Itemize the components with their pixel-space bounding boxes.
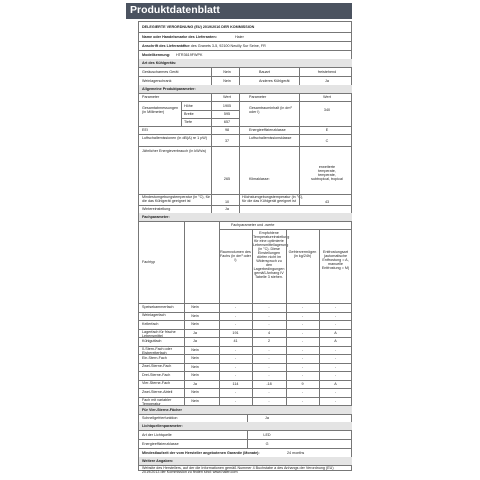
light-type-value: LED bbox=[263, 433, 271, 437]
compartment-volume: 41 bbox=[233, 339, 238, 343]
row-divider bbox=[139, 67, 352, 68]
dimension-name: Tiefe bbox=[184, 120, 193, 124]
title-bar bbox=[126, 3, 352, 19]
light-class-label: Energieeffizienzklasse bbox=[142, 442, 179, 446]
compartment-volume: - bbox=[234, 356, 237, 360]
column-divider bbox=[299, 93, 300, 205]
column-divider bbox=[252, 229, 253, 406]
dimension-name: Höhe bbox=[184, 104, 193, 108]
compartment-temp: - bbox=[268, 322, 270, 326]
row-divider bbox=[139, 205, 352, 206]
climate-value: erweiterte temperate, temperate, subtropical, tropical bbox=[311, 165, 343, 181]
compartment-column-header: Raumvolumen des Fachs (in dm³ oder l) bbox=[220, 250, 251, 262]
column-divider bbox=[184, 221, 185, 406]
compartment-present: Ja bbox=[193, 339, 197, 343]
compartment-name: Vier-Sterne-Fach bbox=[142, 381, 171, 385]
param-header-2: Parameter bbox=[249, 95, 267, 99]
compartment-freeze: - bbox=[301, 313, 304, 318]
compartment-temp: - bbox=[268, 373, 270, 377]
value-header: Wert bbox=[223, 95, 231, 99]
compartment-defrost: - bbox=[334, 373, 337, 377]
light-section-title: Lichtquellenparameter: bbox=[142, 424, 183, 428]
compartment-temp: - bbox=[268, 305, 270, 309]
compartment-volume: - bbox=[234, 398, 237, 403]
compartment-volume: - bbox=[234, 390, 237, 394]
column-divider bbox=[247, 414, 248, 422]
compartment-defrost: - bbox=[334, 305, 337, 309]
compartment-defrost: A bbox=[334, 339, 337, 343]
min-temp-label: Mindestumgebungstemperatur (in °C), für die das Kühlgerät geeignet ist bbox=[142, 195, 210, 203]
type-row-label-2: Bauart bbox=[259, 70, 270, 74]
compartment-freeze: - bbox=[301, 347, 304, 352]
volume-value: 340 bbox=[323, 108, 331, 112]
compartment-present: Nein bbox=[191, 390, 199, 394]
compartment-column-header: Entfrostungsart (automatische Entfrostung = A, manuelle Entfrostung = M) bbox=[321, 250, 350, 270]
regulation-text: DELEGIERTE VERORDNUNG (EU) 2019/2016 DER KOMMISSION bbox=[142, 25, 255, 29]
column-divider bbox=[211, 93, 212, 213]
compartment-volume: - bbox=[234, 347, 237, 352]
compartment-group-title: Fachparameter und -werte bbox=[231, 223, 275, 227]
value-header-2: Wert bbox=[323, 95, 331, 99]
type-row-label-2: Anderes Kühlgerät bbox=[259, 79, 290, 83]
noise-class-value: C bbox=[325, 139, 329, 143]
row-divider bbox=[181, 118, 239, 119]
compartment-freeze: - bbox=[301, 364, 304, 369]
row-divider bbox=[139, 126, 352, 127]
compartment-defrost: A bbox=[334, 330, 337, 335]
compartment-present: Ja bbox=[193, 330, 197, 335]
compartment-defrost: - bbox=[334, 364, 337, 369]
sheet-title: Produktdatenblatt bbox=[130, 4, 220, 16]
compartment-volume: 114 bbox=[232, 381, 239, 386]
column-divider bbox=[247, 430, 248, 448]
row-divider bbox=[139, 32, 352, 33]
energy-value: 265 bbox=[223, 177, 231, 181]
type-row-label: Weinlagerschrank bbox=[142, 79, 172, 83]
compartment-volume: 191 bbox=[232, 330, 239, 335]
compartment-freeze: - bbox=[301, 305, 304, 309]
compartment-freeze: - bbox=[301, 373, 304, 377]
row-divider bbox=[181, 110, 239, 111]
eei-value: 98 bbox=[224, 128, 230, 132]
column-divider bbox=[239, 67, 240, 85]
compartment-freeze: - bbox=[301, 339, 304, 343]
compartment-present: Ja bbox=[193, 381, 197, 386]
compartment-name: Drei-Sterne-Fach bbox=[142, 372, 171, 377]
product-data-sheet bbox=[126, 3, 352, 473]
row-divider bbox=[139, 50, 352, 51]
row-divider bbox=[139, 101, 352, 102]
dimension-name: Breite bbox=[184, 112, 194, 116]
column-divider bbox=[299, 67, 300, 85]
supplier-value: Haier bbox=[235, 35, 244, 39]
compartment-freeze: - bbox=[301, 356, 304, 360]
row-divider bbox=[139, 414, 352, 415]
eec-label: Energieeffizienzklasse bbox=[249, 128, 286, 132]
compartment-freeze: - bbox=[301, 398, 304, 403]
more-info-label: Weitere Angaben: bbox=[142, 459, 174, 463]
compartment-name: 0-Stern-Fach oder Eisbereiterfach bbox=[142, 347, 172, 355]
row-divider bbox=[139, 448, 352, 449]
compartment-name: Speisekammerfach bbox=[142, 304, 174, 309]
dimensions-label: Gesamtabmessungen (in Millimeter) bbox=[142, 106, 179, 114]
warranty-value: 24 months bbox=[287, 451, 305, 455]
compartment-defrost: - bbox=[334, 322, 337, 326]
model-value: HTR3619FWPK bbox=[176, 53, 203, 57]
compartment-present: Nein bbox=[191, 305, 199, 309]
data-table bbox=[138, 21, 352, 474]
compartment-temp: - bbox=[268, 356, 270, 360]
dimension-value: 1905 bbox=[222, 104, 232, 108]
compartment-freeze: - bbox=[301, 390, 304, 394]
noise-label: Luftschallemissionen (in dB(A) re 1 pW) bbox=[142, 136, 207, 140]
compartment-name: Kühlgutfach bbox=[142, 338, 162, 343]
compartment-name: Lagerfach für frische Lebensmittel bbox=[142, 330, 176, 338]
light-class-value: G bbox=[265, 442, 269, 446]
row-divider bbox=[139, 439, 352, 440]
compartment-temp: - bbox=[268, 364, 270, 369]
address-label: Anschrift des Lieferanten: bbox=[142, 44, 188, 48]
row-divider bbox=[139, 221, 352, 222]
column-divider bbox=[239, 93, 240, 213]
compartment-present: Nein bbox=[191, 322, 199, 326]
column-divider bbox=[286, 229, 287, 406]
general-section-title: Allgemeine Produktparameter: bbox=[142, 87, 196, 91]
compartment-defrost: - bbox=[334, 347, 337, 352]
compartment-defrost: - bbox=[334, 313, 337, 318]
compartment-present: Nein bbox=[191, 347, 199, 352]
compartment-present: Nein bbox=[191, 313, 199, 318]
compartment-volume: - bbox=[234, 305, 237, 309]
row-divider bbox=[139, 76, 352, 77]
section-band bbox=[139, 213, 352, 221]
compartment-name: Weinlagerfach bbox=[142, 313, 166, 317]
compartment-volume: - bbox=[234, 313, 237, 318]
model-label: Modellkennung: bbox=[142, 53, 171, 57]
row-divider bbox=[139, 93, 352, 94]
compartment-defrost: - bbox=[334, 356, 337, 360]
compartment-volume: - bbox=[234, 364, 237, 369]
light-type-label: Art der Lichtquelle bbox=[142, 433, 172, 437]
supplier-label: Name oder Handelsmarke des Lieferanten: bbox=[142, 35, 217, 39]
dimension-value: 595 bbox=[223, 112, 231, 116]
compartment-column-header: Gefriervermögen (in kg/24h) bbox=[288, 250, 317, 258]
type-row-value-2: Ja bbox=[325, 79, 329, 83]
winter-value: Ja bbox=[225, 207, 229, 211]
compartment-defrost: A bbox=[334, 381, 337, 386]
four-star-section-title: Für Vier-Sterne-Fächer bbox=[142, 408, 182, 412]
compartment-present: Nein bbox=[191, 364, 199, 369]
compartment-present: Nein bbox=[191, 356, 199, 360]
compartment-section-title: Fachparameter: bbox=[142, 215, 170, 219]
climate-label: Klimaklasse: bbox=[249, 177, 270, 181]
compartment-freeze: - bbox=[301, 322, 304, 326]
winter-label: Wintereinstellung bbox=[142, 207, 171, 211]
compartment-volume: - bbox=[234, 322, 237, 326]
eec-value: E bbox=[325, 128, 329, 132]
compartment-temp: -18 bbox=[266, 381, 272, 386]
compartment-present: Nein bbox=[191, 398, 199, 403]
dimension-value: 657 bbox=[223, 120, 231, 124]
compartment-freeze: 9 bbox=[301, 381, 304, 386]
compartment-defrost: - bbox=[334, 398, 337, 403]
compartment-name: Zwei-Sterne-Abteil bbox=[142, 389, 173, 394]
compartment-present: Nein bbox=[191, 373, 199, 377]
max-temp-label: Höchstumgebungstemperatur (in °C), für die das Kühlgerät geeignet ist bbox=[242, 195, 304, 203]
type-section-title: Art des Kühlgeräts: bbox=[142, 61, 177, 65]
compartment-temp: 4 bbox=[267, 330, 271, 335]
fachtyp-header: Fachtyp bbox=[142, 260, 156, 264]
compartment-temp: - bbox=[268, 398, 270, 403]
fast-freeze-label: Schnellgefrierfunktion bbox=[142, 416, 178, 420]
website-text: Website des Herstellers, auf der die Informationen gemäß Nummer 4 Buchstabe a des Anhangs der Verordnung (EU) 2019/2013 der Kommission zu finden sind: www.haier.com bbox=[142, 466, 334, 474]
compartment-defrost: - bbox=[334, 390, 337, 394]
row-divider bbox=[139, 41, 352, 42]
energy-label: Jährlicher Energieverbrauch (in kWh/a) bbox=[142, 149, 206, 153]
column-divider bbox=[219, 221, 220, 406]
type-row-value: Nein bbox=[223, 70, 231, 74]
row-divider bbox=[139, 134, 352, 135]
row-divider bbox=[139, 430, 352, 431]
compartment-temp: - bbox=[268, 390, 270, 394]
type-row-value-2: freistehend bbox=[317, 70, 337, 74]
max-temp-value: 43 bbox=[324, 200, 330, 204]
compartment-name: Kellerfach bbox=[142, 321, 159, 326]
warranty-label: Mindestlaufzeit der vom Hersteller angebotenen Garantie (Monate): bbox=[142, 451, 260, 455]
compartment-temp: - bbox=[268, 313, 270, 318]
min-temp-value: 10 bbox=[224, 200, 230, 204]
column-divider bbox=[181, 101, 182, 126]
address-value: Rue des Granets 3-5, 92100 Neuilly Sur Seine, FR bbox=[183, 44, 266, 48]
noise-value: 37 bbox=[224, 139, 230, 143]
fast-freeze-value: Ja bbox=[265, 416, 269, 420]
noise-class-label: Luftschallemissionsklasse bbox=[249, 136, 292, 140]
type-row-label: Geräuscharmes Gerät bbox=[142, 70, 179, 74]
compartment-name: Ein-Stern-Fach bbox=[142, 355, 167, 360]
compartment-temp: 2 bbox=[267, 339, 271, 343]
compartment-name: Fach mit variabler Temperatur bbox=[142, 398, 172, 406]
row-divider bbox=[139, 146, 352, 147]
column-divider bbox=[211, 67, 212, 85]
volume-label: Gesamtrauminhalt (in dm³ oder l) bbox=[249, 106, 292, 114]
type-row-value: Nein bbox=[223, 79, 231, 83]
compartment-column-header: Empfohlene Temperatureinstellung für eine optimierte Lebensmittellagerung (in °C). Diese Einstellungen dürfen nicht im Widerspruch zu den Lagerbedingungen gemäß Anhang IV Tabelle 3 stehen. bbox=[253, 231, 290, 279]
compartment-volume: - bbox=[234, 373, 237, 377]
param-header: Parameter bbox=[142, 95, 160, 99]
column-divider bbox=[319, 229, 320, 406]
eei-label: EEI bbox=[142, 128, 148, 132]
compartment-temp: - bbox=[268, 347, 270, 352]
compartment-name: Zwei-Sterne-Fach bbox=[142, 364, 172, 368]
compartment-freeze: - bbox=[301, 330, 304, 335]
